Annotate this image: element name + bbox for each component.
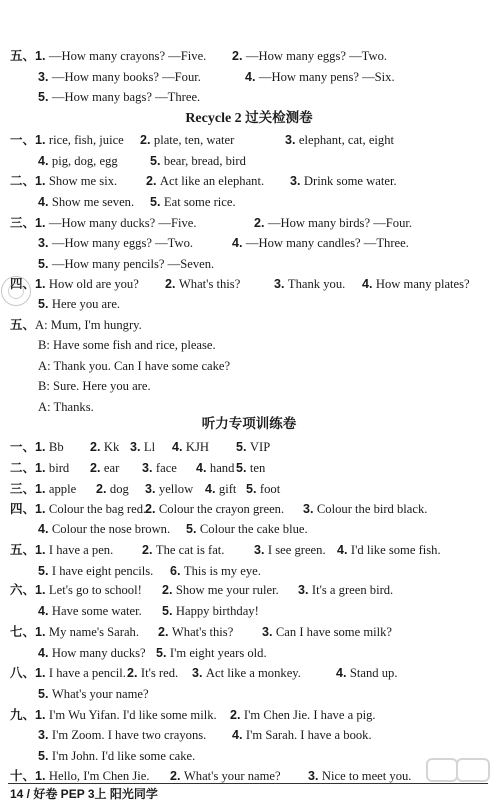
answer-item	[38, 69, 201, 85]
item-text: Have some water.	[51, 604, 142, 618]
answer-item	[158, 624, 233, 640]
item-number: 6.	[170, 564, 184, 578]
item-text: Act like an elephant.	[159, 174, 265, 188]
item-text: Hello, I'm Chen Jie.	[48, 769, 150, 783]
item-text: Show me six.	[48, 174, 118, 188]
seal-stamp-mark	[1, 276, 31, 306]
item-text: yellow	[158, 482, 194, 496]
item-number: 1.	[35, 666, 49, 680]
answer-item	[10, 624, 139, 640]
answer-item	[10, 707, 217, 723]
item-number: 1.	[35, 174, 49, 188]
item-text: apple	[48, 482, 77, 496]
item-number: 5.	[162, 604, 176, 618]
answer-item	[127, 665, 178, 681]
item-number: 3.	[303, 502, 317, 516]
item-text: What's this?	[178, 277, 241, 291]
dialog-text: B: Sure. Here you are.	[38, 379, 151, 393]
answer-item	[38, 645, 146, 661]
item-number: 1.	[35, 216, 49, 230]
item-text: Can I have some milk?	[275, 625, 393, 639]
item-text: It's red.	[140, 666, 179, 680]
item-number: 4.	[205, 482, 219, 496]
answer-item	[38, 256, 214, 272]
item-text: Drink some water.	[303, 174, 397, 188]
item-text: Thank you.	[287, 277, 346, 291]
item-number: 4.	[196, 461, 210, 475]
item-number: 1.	[35, 133, 49, 147]
item-text: Show me seven.	[51, 195, 135, 209]
question-marker: 十、	[10, 768, 36, 783]
question-marker: 一、	[10, 132, 36, 147]
item-number: 2.	[170, 769, 184, 783]
item-number: 1.	[35, 277, 49, 291]
item-number: 4.	[172, 440, 186, 454]
item-text: —How many pencils? —Seven.	[51, 257, 215, 271]
item-text: Colour the cake blue.	[199, 522, 308, 536]
item-number: 3.	[308, 769, 322, 783]
dialog-line	[38, 378, 151, 394]
item-number: 2.	[158, 625, 172, 639]
item-text: ear	[103, 461, 120, 475]
footer-rule	[8, 783, 488, 784]
item-number: 4.	[232, 236, 246, 250]
item-text: pig, dog, egg	[51, 154, 118, 168]
item-number: 3.	[38, 70, 52, 84]
answer-item	[362, 276, 470, 292]
answer-item	[262, 624, 392, 640]
answer-item	[165, 276, 240, 292]
item-text: I have a pen.	[48, 543, 114, 557]
answer-item	[156, 645, 267, 661]
dialog-line	[38, 399, 94, 415]
question-marker: 四、	[10, 276, 36, 291]
item-text: rice, fish, juice	[48, 133, 124, 147]
item-number: 2.	[232, 49, 246, 63]
answer-item	[38, 235, 193, 251]
answer-item	[285, 132, 394, 148]
answer-item	[245, 69, 395, 85]
item-number: 5.	[186, 522, 200, 536]
question-marker: 四、	[10, 501, 36, 516]
item-text: I'm Zoom. I have two crayons.	[51, 728, 207, 742]
answer-item	[236, 460, 265, 476]
item-text: Act like a monkey.	[205, 666, 301, 680]
item-text: Here you are.	[51, 297, 121, 311]
item-text: The cat is fat.	[155, 543, 225, 557]
item-number: 4.	[232, 728, 246, 742]
item-text: Colour the crayon green.	[158, 502, 285, 516]
item-text: —How many ducks? —Five.	[48, 216, 197, 230]
section-title-listening	[0, 415, 498, 434]
answer-item	[236, 439, 270, 455]
item-text: Colour the bag red.	[48, 502, 147, 516]
question-marker: 五、	[10, 48, 36, 63]
answer-item	[10, 460, 69, 476]
answer-item	[38, 296, 120, 312]
answer-item	[96, 481, 129, 497]
item-number: 3.	[262, 625, 276, 639]
item-text: I'm Wu Yifan. I'd like some milk.	[48, 708, 217, 722]
item-number: 1.	[35, 625, 49, 639]
question-marker: 五、	[10, 542, 36, 557]
answer-item	[130, 439, 155, 455]
item-number: 2.	[140, 133, 154, 147]
answer-item	[10, 501, 146, 517]
item-number: 1.	[35, 543, 49, 557]
item-text: How old are you?	[48, 277, 139, 291]
item-number: 3.	[142, 461, 156, 475]
item-text: Nice to meet you.	[321, 769, 412, 783]
answer-item	[232, 48, 387, 64]
answer-item	[38, 194, 134, 210]
site-watermark-logo	[422, 758, 492, 786]
answer-item	[145, 501, 284, 517]
item-number: 4.	[38, 646, 52, 660]
question-marker: 一、	[10, 439, 36, 454]
item-text: Bb	[48, 440, 64, 454]
answer-item	[146, 173, 264, 189]
answer-item	[38, 521, 170, 537]
answer-item	[140, 132, 234, 148]
answer-item	[10, 665, 126, 681]
answer-item	[10, 173, 117, 189]
item-number: 5.	[156, 646, 170, 660]
item-text: dog	[109, 482, 129, 496]
question-marker: 二、	[10, 460, 36, 475]
item-text: I see green.	[267, 543, 326, 557]
item-number: 2.	[127, 666, 141, 680]
answer-item	[186, 521, 308, 537]
item-text: What's this?	[171, 625, 234, 639]
answer-item	[10, 582, 142, 598]
item-text: Show me your ruler.	[175, 583, 279, 597]
item-text: How many ducks?	[51, 646, 146, 660]
item-number: 2.	[96, 482, 110, 496]
dialog-text: A: Thanks.	[38, 400, 94, 414]
answer-item	[170, 768, 281, 784]
question-marker: 九、	[10, 707, 36, 722]
item-text: I have a pencil.	[48, 666, 126, 680]
answer-item	[162, 582, 279, 598]
item-number: 2.	[90, 440, 104, 454]
answer-item	[246, 481, 280, 497]
item-number: 1.	[35, 461, 49, 475]
item-number: 1.	[35, 440, 49, 454]
answer-item	[254, 542, 326, 558]
item-text: gift	[218, 482, 237, 496]
item-number: 5.	[246, 482, 260, 496]
item-text: This is my eye.	[183, 564, 261, 578]
item-text: plate, ten, water	[153, 133, 235, 147]
answer-item	[10, 48, 206, 64]
item-number: 2.	[254, 216, 268, 230]
title-chinese: 过关检测卷	[245, 110, 313, 126]
answer-item	[10, 768, 149, 784]
item-number: 5.	[38, 749, 52, 763]
item-text: I'm John. I'd like some cake.	[51, 749, 196, 763]
item-number: 1.	[35, 769, 49, 783]
answer-item	[205, 481, 236, 497]
answer-item	[192, 665, 301, 681]
item-number: 3.	[274, 277, 288, 291]
item-number: 4.	[38, 154, 52, 168]
item-text: What's your name?	[183, 769, 281, 783]
item-text: Let's go to school!	[48, 583, 142, 597]
item-number: 4.	[38, 604, 52, 618]
item-text: foot	[259, 482, 281, 496]
answer-item	[90, 439, 119, 455]
question-marker: 三、	[10, 215, 36, 230]
answer-item	[308, 768, 411, 784]
item-text: Colour the nose brown.	[51, 522, 171, 536]
item-number: 1.	[35, 583, 49, 597]
answer-item	[150, 153, 246, 169]
dialog-text: A: Thank you. Can I have some cake?	[38, 359, 231, 373]
item-number: 1.	[35, 482, 49, 496]
item-text: Happy birthday!	[175, 604, 259, 618]
item-number: 1.	[35, 49, 49, 63]
item-number: 1.	[35, 708, 49, 722]
item-number: 5.	[150, 195, 164, 209]
answer-item	[336, 665, 397, 681]
item-number: 2.	[145, 502, 159, 516]
item-text: elephant, cat, eight	[298, 133, 395, 147]
answer-item	[254, 215, 412, 231]
answer-item	[162, 603, 259, 619]
dialog-text: B: Have some fish and rice, please.	[38, 338, 216, 352]
item-text: I'd like some fish.	[350, 543, 441, 557]
dialog-line	[38, 358, 230, 374]
answer-item	[337, 542, 441, 558]
item-number: 3.	[145, 482, 159, 496]
item-text: My name's Sarah.	[48, 625, 139, 639]
answer-item	[38, 686, 149, 702]
item-number: 4.	[38, 522, 52, 536]
answer-item	[38, 603, 142, 619]
answer-item	[90, 460, 119, 476]
answer-item	[10, 439, 64, 455]
item-number: 4.	[336, 666, 350, 680]
item-text: —How many eggs? —Two.	[51, 236, 194, 250]
answer-item	[142, 542, 224, 558]
dialog-line	[10, 317, 142, 333]
item-number: 2.	[142, 543, 156, 557]
item-number: 5.	[236, 461, 250, 475]
item-text: —How many pens? —Six.	[258, 70, 395, 84]
item-text: Eat some rice.	[163, 195, 236, 209]
item-number: 3.	[38, 728, 52, 742]
item-number: 5.	[38, 564, 52, 578]
item-text: hand	[209, 461, 235, 475]
item-text: —How many crayons? —Five.	[48, 49, 207, 63]
section-title-recycle-2	[0, 109, 498, 128]
item-number: 5.	[38, 297, 52, 311]
item-text: —How many eggs? —Two.	[245, 49, 388, 63]
item-number: 2.	[162, 583, 176, 597]
item-text: —How many bags? —Three.	[51, 90, 201, 104]
item-number: 5.	[150, 154, 164, 168]
item-text: KJH	[185, 440, 209, 454]
item-number: 2.	[230, 708, 244, 722]
item-number: 1.	[35, 502, 49, 516]
answer-item	[38, 727, 206, 743]
item-text: Ll	[143, 440, 156, 454]
item-text: I'm Chen Jie. I have a pig.	[243, 708, 376, 722]
question-marker: 七、	[10, 624, 36, 639]
answer-item	[142, 460, 177, 476]
item-text: I'm eight years old.	[169, 646, 267, 660]
item-text: bear, bread, bird	[163, 154, 246, 168]
title-english: Recycle 2	[185, 111, 246, 126]
item-number: 4.	[245, 70, 259, 84]
answer-item	[145, 481, 193, 497]
answer-item	[38, 563, 153, 579]
item-number: 3.	[290, 174, 304, 188]
item-number: 4.	[38, 195, 52, 209]
answer-item	[10, 132, 124, 148]
title-chinese: 听力专项训练卷	[201, 416, 297, 432]
answer-item	[10, 542, 113, 558]
item-number: 3.	[130, 440, 144, 454]
item-number: 3.	[38, 236, 52, 250]
answer-item	[303, 501, 427, 517]
item-number: 4.	[337, 543, 351, 557]
answer-item	[290, 173, 397, 189]
item-text: —How many books? —Four.	[51, 70, 201, 84]
item-text: ten	[249, 461, 266, 475]
answer-item	[170, 563, 261, 579]
answer-item	[10, 215, 197, 231]
item-number: 2.	[90, 461, 104, 475]
item-number: 5.	[38, 257, 52, 271]
item-number: 5.	[38, 687, 52, 701]
item-text: It's a green bird.	[311, 583, 394, 597]
dialog-line	[38, 337, 216, 353]
item-text: —How many birds? —Four.	[267, 216, 413, 230]
answer-item	[232, 727, 372, 743]
question-marker: 三、	[10, 481, 36, 496]
item-number: 3.	[298, 583, 312, 597]
item-number: 3.	[192, 666, 206, 680]
question-marker: 八、	[10, 665, 36, 680]
question-marker: 二、	[10, 173, 36, 188]
item-text: Kk	[103, 440, 120, 454]
item-text: —How many candles? —Three.	[245, 236, 409, 250]
item-number: 2.	[165, 277, 179, 291]
answer-item	[38, 89, 200, 105]
page-footer: 14 / 好卷 PEP 3上 阳光同学	[10, 787, 158, 801]
question-marker: 五、	[10, 317, 36, 332]
item-number: 3.	[285, 133, 299, 147]
item-number: 5.	[236, 440, 250, 454]
item-text: Colour the bird black.	[316, 502, 428, 516]
item-text: Stand up.	[349, 666, 398, 680]
item-text: VIP	[249, 440, 271, 454]
answer-item	[196, 460, 234, 476]
item-text: I have eight pencils.	[51, 564, 154, 578]
item-text: What's your name?	[51, 687, 149, 701]
item-number: 2.	[146, 174, 160, 188]
answer-item	[150, 194, 236, 210]
answer-item	[274, 276, 345, 292]
answer-item	[172, 439, 209, 455]
item-text: How many plates?	[375, 277, 470, 291]
answer-item	[298, 582, 393, 598]
dialog-text: A: Mum, I'm hungry.	[35, 318, 142, 332]
answer-item	[230, 707, 376, 723]
item-text: bird	[48, 461, 70, 475]
answer-item	[232, 235, 409, 251]
item-number: 5.	[38, 90, 52, 104]
item-text: I'm Sarah. I have a book.	[245, 728, 372, 742]
question-marker: 六、	[10, 582, 36, 597]
item-text: face	[155, 461, 177, 475]
answer-item	[38, 153, 118, 169]
answer-item	[10, 481, 76, 497]
answer-item	[38, 748, 195, 764]
item-number: 3.	[254, 543, 268, 557]
item-number: 4.	[362, 277, 376, 291]
